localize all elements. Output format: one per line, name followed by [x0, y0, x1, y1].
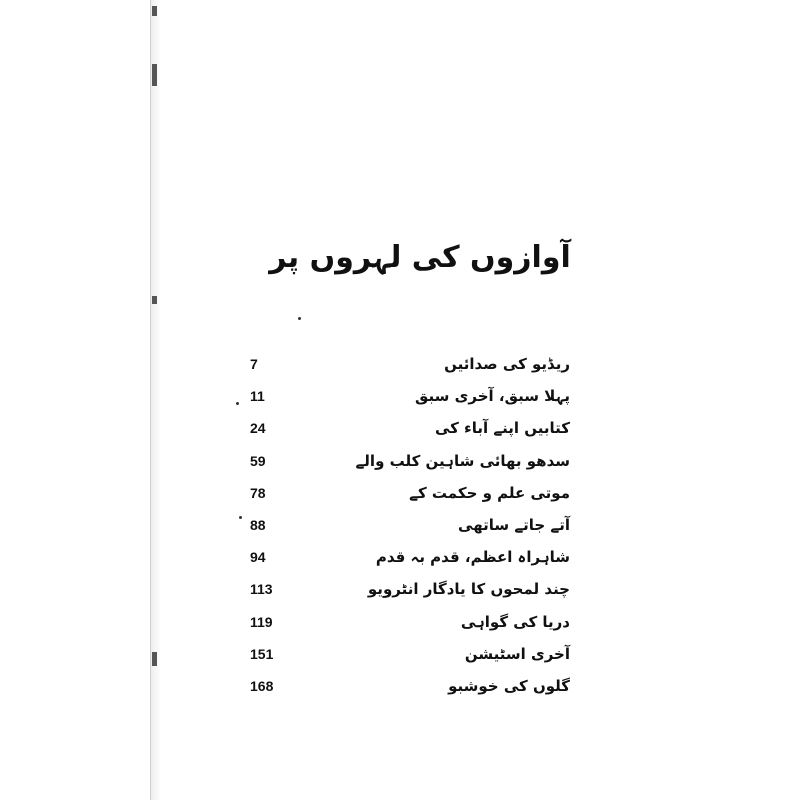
toc-page-number: 168: [250, 677, 274, 694]
toc-page-number: 151: [250, 645, 274, 662]
toc-row[interactable]: [250, 541, 570, 573]
table-of-contents: [250, 348, 570, 702]
spine-mark: [152, 64, 157, 86]
toc-page-number: 88: [250, 517, 266, 534]
toc-entry-title: شاہراہ اعظم، قدم بہ قدم: [375, 548, 570, 567]
toc-row[interactable]: [250, 348, 570, 380]
toc-row[interactable]: [250, 606, 570, 638]
toc-entry-title: موتی علم و حکمت کے: [409, 483, 570, 502]
ink-speck: [298, 317, 301, 320]
toc-row[interactable]: [250, 380, 570, 412]
spine-mark: [152, 6, 157, 16]
toc-page-number: 113: [250, 581, 273, 598]
toc-row[interactable]: [250, 445, 570, 477]
toc-entry-title: گلوں کی خوشبو: [448, 676, 570, 695]
toc-row[interactable]: [250, 573, 570, 605]
toc-page-number: 11: [250, 388, 265, 405]
toc-row[interactable]: [250, 670, 570, 702]
spine-mark: [152, 652, 157, 666]
toc-row[interactable]: [250, 412, 570, 444]
toc-entry-title: پہلا سبق، آخری سبق: [415, 387, 570, 406]
toc-page-number: 78: [250, 484, 266, 501]
toc-row[interactable]: [250, 638, 570, 670]
toc-row[interactable]: [250, 509, 570, 541]
toc-page-number: 119: [250, 613, 273, 630]
ink-speck: [236, 402, 239, 405]
toc-entry-title: سدھو بھائی شاہین کلب والے: [355, 451, 570, 470]
toc-entry-title: دریا کی گواہی: [460, 612, 570, 631]
page-binding-edge: [150, 0, 161, 800]
toc-page-number: 24: [250, 420, 266, 437]
toc-page-number: 94: [250, 549, 266, 566]
toc-entry-title: ریڈیو کی صدائیں: [444, 355, 570, 374]
toc-row[interactable]: [250, 477, 570, 509]
spine-mark: [152, 296, 157, 304]
toc-entry-title: کتابیں اپنے آباء کی: [434, 419, 570, 438]
ink-speck: [239, 516, 242, 519]
toc-page-number: 59: [250, 452, 266, 469]
toc-entry-title: آتے جاتے ساتھی: [458, 516, 570, 535]
page-title: آوازوں کی لہروں پر: [269, 240, 571, 275]
toc-entry-title: آخری اسٹیشن: [464, 644, 570, 663]
toc-entry-title: چند لمحوں کا یادگار انٹرویو: [367, 580, 570, 599]
toc-page-number: 7: [250, 356, 258, 373]
